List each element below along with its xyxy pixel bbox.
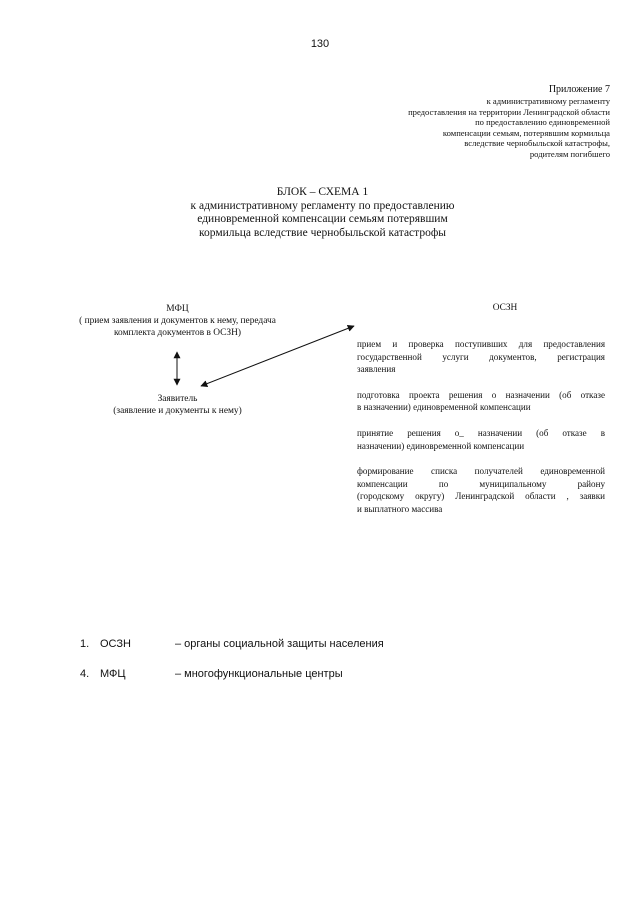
appendix-line: вследствие чернобыльской катастрофы, xyxy=(464,138,610,149)
applicant-label: Заявитель xyxy=(157,394,198,404)
oszn-label: ОСЗН xyxy=(492,303,518,313)
mfc-desc-line: ( прием заявления и документов к нему, передача xyxy=(79,316,276,326)
step-line: подготовка проекта решения о назначении (об отказе xyxy=(357,389,605,400)
appendix-line: родителям погибшего xyxy=(529,148,610,159)
mfc-label: МФЦ xyxy=(166,304,189,314)
appendix-line: предоставления на территории Ленинградской области xyxy=(408,106,610,117)
diagonal-double-arrow xyxy=(201,326,354,386)
legend-description: – органы социальной защиты населения xyxy=(175,638,384,650)
page-number: 130 xyxy=(310,38,330,50)
step-line: прием и проверка поступивших для предоставления xyxy=(357,339,605,349)
step-line: в назначении) единовременной компенсации xyxy=(357,402,531,413)
step-line: (городскому округу) Ленинградской области , заявки xyxy=(357,491,605,502)
step-line: компенсации по муниципальному району xyxy=(357,478,605,489)
title-line: единовременной компенсации семьям потерявшим xyxy=(197,213,448,225)
step-line: заявления xyxy=(357,364,396,375)
title-heading: БЛОК – СХЕМА 1 xyxy=(276,186,369,198)
step-line: принятие решения о_ назначении (об отказе в xyxy=(357,427,605,438)
mfc-desc-line: комплекта документов в ОСЗН) xyxy=(113,328,241,338)
legend-description: – многофункциональные центры xyxy=(175,668,343,680)
step-line: назначении) единовременной компенсации xyxy=(357,440,525,451)
step-line: формирование списка получателей единовременной xyxy=(357,466,605,477)
appendix-line: к административному регламенту xyxy=(486,96,610,106)
appendix-line: по предоставлению единовременной xyxy=(475,117,610,128)
title-line: кормильца вследствие чернобыльской катастрофы xyxy=(198,226,446,239)
legend-number: 4. xyxy=(80,668,90,680)
legend-abbreviation: МФЦ xyxy=(100,668,126,680)
step-line: и выплатного массива xyxy=(357,503,443,514)
legend-number: 1. xyxy=(80,638,90,650)
appendix-line: компенсации семьям, потерявшим кормильца xyxy=(442,127,610,138)
legend-abbreviation: ОСЗН xyxy=(100,638,131,650)
applicant-desc: (заявление и документы к нему) xyxy=(113,406,242,416)
title-line: к административному регламенту по предоставлению xyxy=(190,199,455,212)
appendix-title: Приложение 7 xyxy=(548,84,610,95)
step-line: государственной услуги документов, регистрация xyxy=(357,351,605,362)
